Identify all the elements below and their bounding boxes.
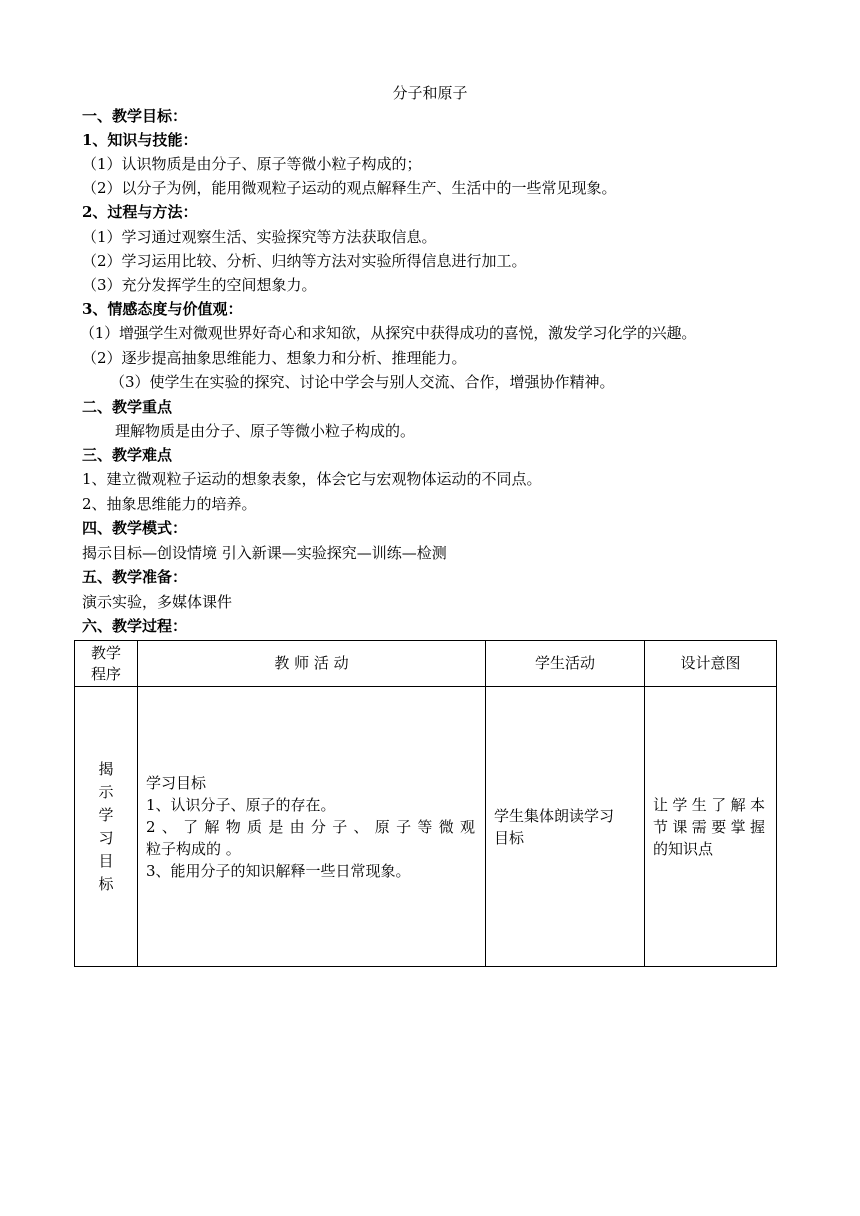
section-heading-objectives: 一、教学目标： (82, 107, 188, 125)
preparation-text: 演示实验，多媒体课件 (82, 593, 233, 611)
subheading-process-methods: 2、过程与方法： (82, 203, 198, 221)
teaching-process-table (74, 640, 777, 967)
section-heading-key-points: 二、教学重点 (82, 398, 173, 416)
subheading-attitudes-values: 3、情感态度与价值观： (82, 300, 243, 318)
activity-item: 粒子构成的 。 (146, 839, 241, 858)
table-row (75, 687, 777, 967)
stage-char: 目 (98, 851, 114, 870)
header-stage (75, 641, 138, 687)
subheading-knowledge-skills: 1、知识与技能： (82, 131, 198, 149)
header-stage-line: 程序 (90, 664, 121, 683)
teaching-mode-text: 揭示目标—创设情境 引入新课—实验探究—训练—检测 (82, 544, 447, 562)
objective-item: （2）以分子为例，能用微观粒子运动的观点解释生产、生活中的一些常见现象。 (82, 179, 617, 197)
section-heading-teaching-mode: 四、教学模式： (82, 519, 188, 537)
stage-char: 标 (98, 874, 114, 893)
activity-item: 3、能用分子的知识解释一些日常现象。 (146, 861, 411, 880)
document-title: 分子和原子 (392, 84, 468, 102)
objective-item: （1）增强学生对微观世界好奇心和求知欲，从探究中获得成功的喜悦，激发学习化学的兴趣。 (80, 324, 697, 342)
design-intent-cell (645, 687, 777, 967)
design-intent-line: 让学生了解本 (653, 795, 768, 814)
objective-item: （2）逐步提高抽象思维能力、想象力和分析、推理能力。 (82, 349, 467, 367)
stage-char: 习 (98, 828, 114, 847)
student-activity-line: 学生集体朗读学习 (494, 806, 615, 825)
difficulty-item: 1、建立微观粒子运动的想象表象，体会它与宏观物体运动的不同点。 (82, 470, 542, 488)
stage-char: 学 (98, 805, 114, 824)
stage-char: 示 (98, 782, 114, 801)
stage-cell (75, 687, 138, 967)
section-heading-preparation: 五、教学准备： (82, 568, 188, 586)
activity-heading: 学习目标 (146, 773, 207, 792)
student-activity-line: 目标 (494, 828, 525, 847)
key-point-text: 理解物质是由分子、原子等微小粒子构成的。 (115, 422, 416, 440)
objective-item: （3）使学生在实验的探究、讨论中学会与别人交流、合作，增强协作精神。 (110, 373, 615, 391)
objective-item: （1）学习通过观察生活、实验探究等方法获取信息。 (82, 228, 437, 246)
section-heading-process: 六、教学过程： (82, 617, 188, 635)
teacher-activity-cell (138, 687, 486, 967)
table-header-row (75, 641, 777, 687)
objective-item: （3）充分发挥学生的空间想象力。 (82, 276, 317, 294)
design-intent-line: 的知识点 (653, 839, 714, 858)
header-design-intent: 设计意图 (645, 641, 777, 687)
design-intent-line: 节课需要掌握 (653, 817, 768, 836)
stage-char: 揭 (98, 759, 114, 778)
header-stage-line: 教学 (90, 643, 121, 662)
section-heading-difficulties: 三、教学难点 (82, 446, 173, 464)
objective-item: （1）认识物质是由分子、原子等微小粒子构成的； (82, 155, 422, 173)
objective-item: （2）学习运用比较、分析、归纳等方法对实验所得信息进行加工。 (82, 252, 527, 270)
difficulty-item: 2、抽象思维能力的培养。 (82, 495, 257, 513)
activity-item: 2、了解物质是由分子、原子等微观 (146, 817, 477, 836)
activity-item: 1、认识分子、原子的存在。 (146, 795, 336, 814)
header-student-activity: 学生活动 (486, 641, 645, 687)
student-activity-cell (486, 687, 645, 967)
header-teacher-activity: 教 师 活 动 (138, 641, 486, 687)
